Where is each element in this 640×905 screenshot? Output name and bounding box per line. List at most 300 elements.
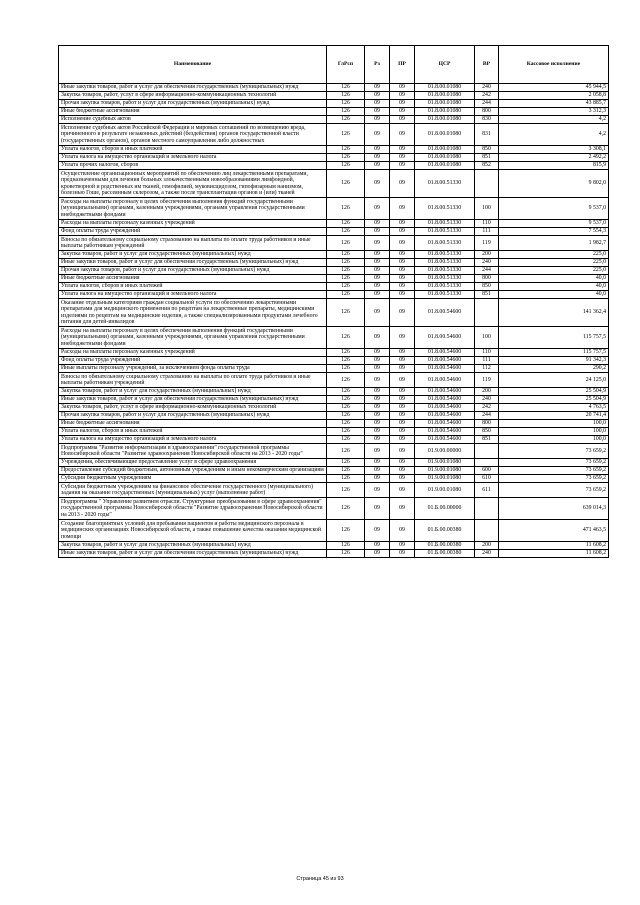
row-vr: 831 — [475, 124, 499, 146]
row-amount: 2 058,8 — [499, 92, 609, 100]
row-csr: 01.8.00.54600 — [415, 373, 475, 388]
row-amount: 91 342,3 — [499, 357, 609, 365]
page-number: Страница 45 из 93 — [296, 876, 344, 882]
row-name: Предоставление субсидий бюджетным, автономным учреждениям и иным некоммерческим организациям — [59, 467, 327, 475]
row-pr: 09 — [390, 146, 415, 154]
row-glrsp: 126 — [327, 108, 365, 116]
table-row — [59, 220, 609, 228]
row-vr: 110 — [475, 220, 499, 228]
row-amount: 9 537,0 — [499, 220, 609, 228]
row-amount: 25 504,9 — [499, 396, 609, 404]
row-rz: 09 — [365, 146, 390, 154]
row-vr: 244 — [475, 100, 499, 108]
row-vr: 830 — [475, 116, 499, 124]
row-glrsp: 126 — [327, 475, 365, 483]
row-glrsp: 126 — [327, 396, 365, 404]
table-row — [59, 373, 609, 388]
row-rz: 09 — [365, 327, 390, 349]
table-row — [59, 275, 609, 283]
row-name: Расходы на выплаты персоналу в целях обеспечения выполнения функций государственными (муниципальными) органами, казенными учреждениями, органами управления государственными внебюджетными фондами — [59, 198, 327, 220]
row-vr: 244 — [475, 412, 499, 420]
row-amount: 100,0 — [499, 428, 609, 436]
row-glrsp: 126 — [327, 251, 365, 259]
row-glrsp: 126 — [327, 162, 365, 170]
row-rz: 09 — [365, 357, 390, 365]
row-rz: 09 — [365, 542, 390, 550]
row-vr: 200 — [475, 388, 499, 396]
row-amount: 11 608,2 — [499, 550, 609, 558]
row-name: Уплата налогов, сборов и иных платежей — [59, 283, 327, 291]
row-pr: 09 — [390, 283, 415, 291]
row-name: Закупка товаров, работ, услуг в сфере информационно-коммуникационных технологий — [59, 404, 327, 412]
row-csr: 01.8.00.51330 — [415, 198, 475, 220]
row-pr: 09 — [390, 198, 415, 220]
row-vr: 240 — [475, 259, 499, 267]
row-glrsp: 126 — [327, 483, 365, 498]
row-amount: 471 463,5 — [499, 520, 609, 542]
row-rz: 09 — [365, 154, 390, 162]
row-amount: 9 537,0 — [499, 198, 609, 220]
row-vr: 111 — [475, 228, 499, 236]
row-amount: 290,2 — [499, 365, 609, 373]
row-name: Уплата налога на имущество организаций и земельного налога — [59, 291, 327, 299]
row-glrsp: 126 — [327, 349, 365, 357]
row-rz: 09 — [365, 236, 390, 251]
row-amount: 4 763,5 — [499, 404, 609, 412]
row-rz: 09 — [365, 475, 390, 483]
row-glrsp: 126 — [327, 444, 365, 459]
row-rz: 09 — [365, 108, 390, 116]
row-csr: 01.9.00.00000 — [415, 444, 475, 459]
row-rz: 09 — [365, 283, 390, 291]
table-header-row — [59, 46, 609, 84]
row-vr: 200 — [475, 251, 499, 259]
row-csr: 01.8.00.54600 — [415, 388, 475, 396]
row-glrsp: 126 — [327, 542, 365, 550]
row-rz: 09 — [365, 436, 390, 444]
row-glrsp: 126 — [327, 357, 365, 365]
row-amount: 1 982,7 — [499, 236, 609, 251]
row-name: Иные закупки товаров, работ и услуг для обеспечения государственных (муниципальных) нужд — [59, 550, 327, 558]
row-pr: 09 — [390, 228, 415, 236]
table-row — [59, 357, 609, 365]
row-amount: 815,9 — [499, 162, 609, 170]
row-vr: 800 — [475, 420, 499, 428]
row-rz: 09 — [365, 198, 390, 220]
row-glrsp: 126 — [327, 291, 365, 299]
row-pr: 09 — [390, 396, 415, 404]
row-glrsp: 126 — [327, 154, 365, 162]
row-amount: 20 741,4 — [499, 412, 609, 420]
row-rz: 09 — [365, 84, 390, 92]
row-glrsp: 126 — [327, 299, 365, 327]
row-name: Прочая закупка товаров, работ и услуг для государственных (муниципальных) нужд — [59, 267, 327, 275]
row-name: Взносы по обязательному социальному страхованию на выплаты по оплате труда работников и иные выплаты работникам учреждений — [59, 373, 327, 388]
row-glrsp: 126 — [327, 283, 365, 291]
row-glrsp: 126 — [327, 520, 365, 542]
row-name: Фонд оплаты труда учреждений — [59, 357, 327, 365]
row-csr: 01.8.00.51330 — [415, 259, 475, 267]
row-csr: 01.Б.00.00380 — [415, 520, 475, 542]
row-pr: 09 — [390, 259, 415, 267]
row-vr: 852 — [475, 162, 499, 170]
row-glrsp: 126 — [327, 220, 365, 228]
row-name: Подпрограмма " Управление развитием отрасли. Структурные преобразования в сфере здравоохранения" государственной программы Новосибирской области "Развитие здравоохранения Новосибирской области на 2013 - 2020 годы" — [59, 498, 327, 520]
row-pr: 09 — [390, 357, 415, 365]
row-vr: 850 — [475, 428, 499, 436]
row-glrsp: 126 — [327, 498, 365, 520]
row-rz: 09 — [365, 251, 390, 259]
row-pr: 09 — [390, 412, 415, 420]
row-csr: 01.8.00.01080 — [415, 84, 475, 92]
row-pr: 09 — [390, 365, 415, 373]
row-pr: 09 — [390, 349, 415, 357]
row-csr: 01.8.00.51330 — [415, 228, 475, 236]
row-csr: 01.9.00.01080 — [415, 467, 475, 475]
row-vr — [475, 498, 499, 520]
row-amount: 11 608,2 — [499, 542, 609, 550]
row-vr: 100 — [475, 198, 499, 220]
table-row — [59, 412, 609, 420]
row-pr: 09 — [390, 420, 415, 428]
row-glrsp: 126 — [327, 116, 365, 124]
table-row — [59, 299, 609, 327]
row-pr: 09 — [390, 251, 415, 259]
row-csr: 01.9.00.01080 — [415, 459, 475, 467]
table-row — [59, 459, 609, 467]
row-csr: 01.8.00.01080 — [415, 108, 475, 116]
row-amount: 115 757,5 — [499, 327, 609, 349]
row-rz: 09 — [365, 100, 390, 108]
row-csr: 01.8.00.54600 — [415, 327, 475, 349]
row-rz: 09 — [365, 162, 390, 170]
table-row — [59, 154, 609, 162]
row-rz: 09 — [365, 170, 390, 198]
row-vr: 800 — [475, 108, 499, 116]
row-glrsp: 126 — [327, 365, 365, 373]
row-amount: 73 659,2 — [499, 483, 609, 498]
table-row — [59, 84, 609, 92]
row-amount: 40,0 — [499, 283, 609, 291]
row-rz: 09 — [365, 483, 390, 498]
table-row — [59, 170, 609, 198]
row-csr: 01.8.00.54600 — [415, 396, 475, 404]
row-name: Расходы на выплаты персоналу казенных учреждений — [59, 220, 327, 228]
row-rz: 09 — [365, 291, 390, 299]
row-rz: 09 — [365, 459, 390, 467]
row-amount: 639 014,3 — [499, 498, 609, 520]
row-rz: 09 — [365, 428, 390, 436]
table-row — [59, 396, 609, 404]
row-amount: 73 659,2 — [499, 444, 609, 459]
row-amount: 4,2 — [499, 124, 609, 146]
row-vr: 242 — [475, 404, 499, 412]
row-csr: 01.8.00.51330 — [415, 283, 475, 291]
row-amount: 2 492,2 — [499, 154, 609, 162]
row-vr: 850 — [475, 146, 499, 154]
row-vr: 111 — [475, 357, 499, 365]
row-glrsp: 126 — [327, 436, 365, 444]
row-name: Субсидии бюджетным учреждениям — [59, 475, 327, 483]
row-csr: 01.8.00.54600 — [415, 299, 475, 327]
row-glrsp: 126 — [327, 327, 365, 349]
row-pr: 09 — [390, 291, 415, 299]
table-row — [59, 228, 609, 236]
row-glrsp: 126 — [327, 170, 365, 198]
row-name: Иные закупки товаров, работ и услуг для обеспечения государственных (муниципальных) нужд — [59, 259, 327, 267]
row-csr: 01.8.00.51330 — [415, 275, 475, 283]
row-glrsp: 126 — [327, 373, 365, 388]
row-csr: 01.8.00.01080 — [415, 162, 475, 170]
row-rz: 09 — [365, 275, 390, 283]
row-amount: 7 554,3 — [499, 228, 609, 236]
row-csr: 01.8.00.01080 — [415, 92, 475, 100]
table-row — [59, 388, 609, 396]
col-header-name: Наименование — [59, 46, 327, 84]
col-header-csr: ЦСР — [415, 46, 475, 84]
budget-table — [58, 45, 609, 558]
row-glrsp: 126 — [327, 146, 365, 154]
row-rz: 09 — [365, 412, 390, 420]
row-glrsp: 126 — [327, 198, 365, 220]
col-header-execution: Кассовое исполнение — [499, 46, 609, 84]
row-name: Закупка товаров, работ и услуг для государственных (муниципальных) нужд — [59, 542, 327, 550]
row-pr: 09 — [390, 275, 415, 283]
table-row — [59, 124, 609, 146]
row-glrsp: 126 — [327, 228, 365, 236]
table-row — [59, 162, 609, 170]
row-name: Расходы на выплаты персоналу казенных учреждений — [59, 349, 327, 357]
row-pr: 09 — [390, 444, 415, 459]
row-name: Иные бюджетные ассигнования — [59, 275, 327, 283]
row-glrsp: 126 — [327, 267, 365, 275]
row-vr: 600 — [475, 467, 499, 475]
table-row — [59, 251, 609, 259]
row-pr: 09 — [390, 373, 415, 388]
row-rz: 09 — [365, 388, 390, 396]
table-row — [59, 146, 609, 154]
row-amount: 40,0 — [499, 275, 609, 283]
row-pr: 09 — [390, 100, 415, 108]
row-glrsp: 126 — [327, 412, 365, 420]
row-amount: 4,2 — [499, 116, 609, 124]
row-amount: 40,0 — [499, 291, 609, 299]
row-glrsp: 126 — [327, 84, 365, 92]
row-vr: 112 — [475, 365, 499, 373]
row-amount: 73 659,2 — [499, 475, 609, 483]
row-vr — [475, 444, 499, 459]
row-vr: 119 — [475, 236, 499, 251]
table-row — [59, 327, 609, 349]
row-name: Уплата налога на имущество организаций и земельного налога — [59, 154, 327, 162]
table-row — [59, 349, 609, 357]
row-csr: 01.8.00.54600 — [415, 412, 475, 420]
budget-table-sheet — [58, 45, 608, 558]
row-vr: 240 — [475, 550, 499, 558]
row-name: Иные бюджетные ассигнования — [59, 420, 327, 428]
row-name: Фонд оплаты труда учреждений — [59, 228, 327, 236]
row-amount: 100,0 — [499, 420, 609, 428]
row-vr: 242 — [475, 92, 499, 100]
row-vr: 610 — [475, 475, 499, 483]
row-rz: 09 — [365, 404, 390, 412]
row-glrsp: 126 — [327, 428, 365, 436]
row-glrsp: 126 — [327, 92, 365, 100]
row-name: Иные закупки товаров, работ и услуг для обеспечения государственных (муниципальных) нужд — [59, 396, 327, 404]
row-amount: 3 308,1 — [499, 146, 609, 154]
row-pr: 09 — [390, 220, 415, 228]
row-amount: 9 802,0 — [499, 170, 609, 198]
row-csr: 01.8.00.51330 — [415, 220, 475, 228]
row-name: Исполнение судебных актов — [59, 116, 327, 124]
row-rz: 09 — [365, 420, 390, 428]
row-vr: 100 — [475, 327, 499, 349]
row-pr: 09 — [390, 550, 415, 558]
row-rz: 09 — [365, 220, 390, 228]
row-pr: 09 — [390, 404, 415, 412]
row-rz: 09 — [365, 550, 390, 558]
row-vr: 240 — [475, 396, 499, 404]
table-row — [59, 92, 609, 100]
row-pr: 09 — [390, 116, 415, 124]
row-csr: 01.9.00.01080 — [415, 483, 475, 498]
row-glrsp: 126 — [327, 459, 365, 467]
row-csr: 01.8.00.01080 — [415, 146, 475, 154]
row-csr: 01.8.00.54600 — [415, 404, 475, 412]
row-amount: 24 125,0 — [499, 373, 609, 388]
row-glrsp: 126 — [327, 124, 365, 146]
row-name: Взносы по обязательному социальному страхованию на выплаты по оплате труда работников и иные выплаты работникам учреждений — [59, 236, 327, 251]
col-header-glrsp: ГлРсп — [327, 46, 365, 84]
table-row — [59, 475, 609, 483]
table-row — [59, 550, 609, 558]
row-pr: 09 — [390, 327, 415, 349]
row-vr: 240 — [475, 84, 499, 92]
row-glrsp: 126 — [327, 467, 365, 475]
row-vr — [475, 299, 499, 327]
row-vr: 851 — [475, 291, 499, 299]
row-name: Закупка товаров, работ и услуг для государственных (муниципальных) нужд — [59, 251, 327, 259]
row-rz: 09 — [365, 520, 390, 542]
table-row — [59, 116, 609, 124]
row-rz: 09 — [365, 365, 390, 373]
row-name: Создание благоприятных условий для пребывания пациентов и работы медицинского персонала в медицинских организациях Новосибирской области, а также повышение качества оказания медицинской помощи — [59, 520, 327, 542]
row-name: Закупка товаров, работ и услуг для государственных (муниципальных) нужд — [59, 388, 327, 396]
row-name: Оказание отдельным категориям граждан социальной услуги по обеспечению лекарственными препаратами для медицинского применения по рецептам на лекарственные препараты, медицинскими изделиями по рецептам на медицинские изделия, а также специализированными продуктами лечебного питания для детей-инвалидов — [59, 299, 327, 327]
row-glrsp: 126 — [327, 275, 365, 283]
row-csr: 01.8.00.54600 — [415, 357, 475, 365]
row-csr: 01.8.00.01080 — [415, 100, 475, 108]
table-row — [59, 291, 609, 299]
row-vr — [475, 170, 499, 198]
row-pr: 09 — [390, 162, 415, 170]
row-rz: 09 — [365, 498, 390, 520]
row-csr: 01.8.00.51330 — [415, 236, 475, 251]
row-vr: 850 — [475, 283, 499, 291]
row-amount: 225,0 — [499, 267, 609, 275]
table-row — [59, 267, 609, 275]
row-vr — [475, 459, 499, 467]
row-pr: 09 — [390, 475, 415, 483]
table-row — [59, 498, 609, 520]
row-rz: 09 — [365, 228, 390, 236]
row-pr: 09 — [390, 467, 415, 475]
row-rz: 09 — [365, 373, 390, 388]
row-vr: 110 — [475, 349, 499, 357]
row-pr: 09 — [390, 299, 415, 327]
row-pr: 09 — [390, 428, 415, 436]
table-row — [59, 365, 609, 373]
row-pr: 09 — [390, 267, 415, 275]
row-amount: 225,0 — [499, 259, 609, 267]
row-vr: 244 — [475, 267, 499, 275]
table-row — [59, 283, 609, 291]
table-row — [59, 198, 609, 220]
row-name: Прочая закупка товаров, работ и услуг для государственных (муниципальных) нужд — [59, 100, 327, 108]
row-pr: 09 — [390, 483, 415, 498]
row-pr: 09 — [390, 436, 415, 444]
row-rz: 09 — [365, 259, 390, 267]
col-header-pr: ПР — [390, 46, 415, 84]
row-csr: 01.8.00.54600 — [415, 436, 475, 444]
row-csr: 01.8.00.51330 — [415, 170, 475, 198]
col-header-vr: ВР — [475, 46, 499, 84]
row-csr: 01.8.00.51330 — [415, 291, 475, 299]
table-row — [59, 542, 609, 550]
row-pr: 09 — [390, 154, 415, 162]
row-pr: 09 — [390, 92, 415, 100]
row-csr: 01.8.00.01080 — [415, 154, 475, 162]
row-name: Исполнение судебных актов Российской Федерации и мировых соглашений по возмещению вреда, причиненного в результате незаконных действий (бездействия) органов государственной власти (государственных органов), органов местного самоуправления либо должностных — [59, 124, 327, 146]
table-row — [59, 444, 609, 459]
row-name: Расходы на выплаты персоналу в целях обеспечения выполнения функций государственными (муниципальными) органами, казенными учреждениями, органами управления государственными внебюджетными фондами — [59, 327, 327, 349]
row-name: Подпрограмма "Развитие информатизации в здравоохранении" государственной программы Новосибирской области "Развитие здравоохранения Новосибирской области на 2013 - 2020 годы" — [59, 444, 327, 459]
row-amount: 73 659,2 — [499, 467, 609, 475]
row-name: Иные закупки товаров, работ и услуг для обеспечения государственных (муниципальных) нужд — [59, 84, 327, 92]
row-rz: 09 — [365, 349, 390, 357]
row-csr: 01.8.00.54600 — [415, 349, 475, 357]
row-amount: 141 362,4 — [499, 299, 609, 327]
table-row — [59, 108, 609, 116]
row-name: Осуществление организационных мероприятий по обеспечению лиц лекарственными препаратами, предназначенными для лечения больных злокачественными новообразованиями лимфоидной, кроветворной и родственных им тканей, гемофилией, муковисцидозом, гипофизарным нанизмом, болезнью Гоше, рассеянным склерозом, а также после трансплантации органов и (или) тканей — [59, 170, 327, 198]
row-csr: 01.Б.00.00380 — [415, 542, 475, 550]
row-csr: 01.8.00.54600 — [415, 365, 475, 373]
row-csr: 01.9.00.01080 — [415, 475, 475, 483]
row-pr: 09 — [390, 388, 415, 396]
row-amount: 73 659,2 — [499, 459, 609, 467]
row-name: Иные выплаты персоналу учреждений, за исключением фонда оплаты труда — [59, 365, 327, 373]
row-vr: 200 — [475, 542, 499, 550]
row-rz: 09 — [365, 467, 390, 475]
row-glrsp: 126 — [327, 259, 365, 267]
table-row — [59, 236, 609, 251]
table-row — [59, 428, 609, 436]
row-amount: 43 885,7 — [499, 100, 609, 108]
row-rz: 09 — [365, 116, 390, 124]
row-amount: 25 504,9 — [499, 388, 609, 396]
row-pr: 09 — [390, 542, 415, 550]
row-glrsp: 126 — [327, 550, 365, 558]
row-name: Уплата налогов, сборов и иных платежей — [59, 146, 327, 154]
row-csr: 01.8.00.01080 — [415, 124, 475, 146]
row-name: Уплата налогов, сборов и иных платежей — [59, 428, 327, 436]
row-vr — [475, 520, 499, 542]
row-pr: 09 — [390, 170, 415, 198]
row-pr: 09 — [390, 498, 415, 520]
table-row — [59, 483, 609, 498]
row-glrsp: 126 — [327, 100, 365, 108]
row-name: Иные бюджетные ассигнования — [59, 108, 327, 116]
